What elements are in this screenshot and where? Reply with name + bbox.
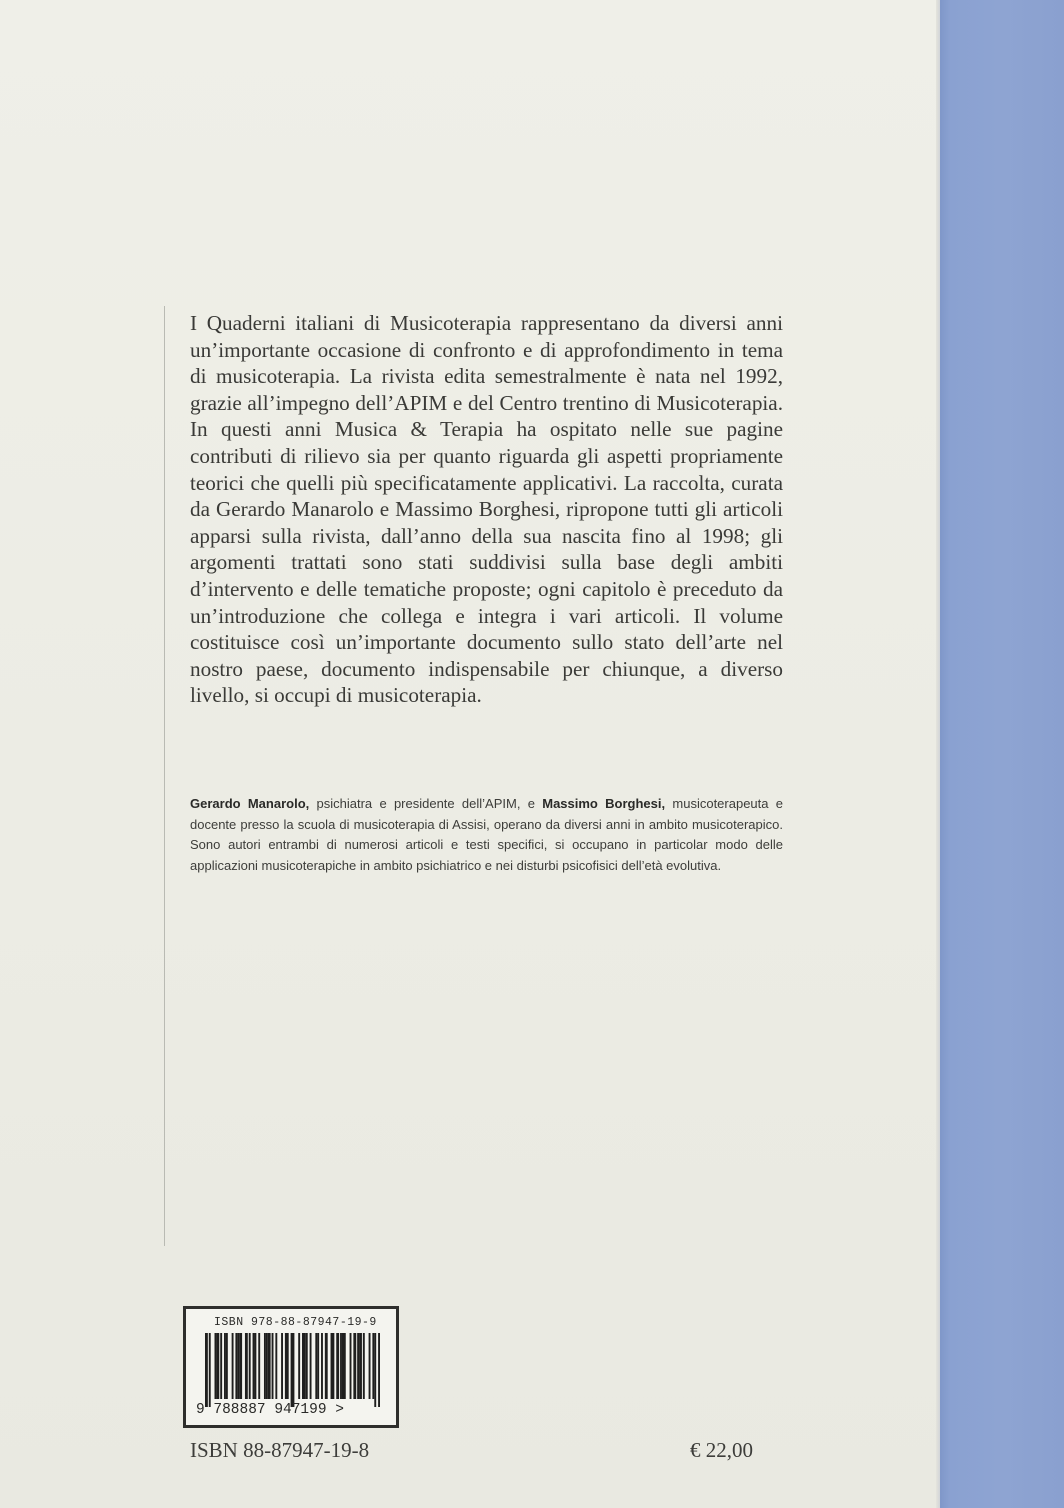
barcode-bar: [304, 1333, 306, 1399]
price: € 22,00: [690, 1438, 753, 1462]
barcode-bar: [220, 1333, 222, 1399]
barcode-bar: [336, 1333, 339, 1399]
barcode-bar: [353, 1333, 356, 1399]
barcode-bar: [350, 1333, 352, 1399]
barcode-bar: [209, 1333, 211, 1407]
barcode-bar: [378, 1333, 380, 1407]
vertical-rule: [164, 306, 165, 1246]
barcode-bar: [239, 1333, 242, 1399]
barcode-bar: [205, 1333, 208, 1407]
barcode-bar: [249, 1333, 251, 1399]
barcode-isbn-label: ISBN 978-88-87947-19-9: [214, 1316, 377, 1329]
barcode-bar: [272, 1333, 274, 1399]
barcode-bar: [372, 1333, 374, 1399]
barcode-bar: [287, 1333, 289, 1399]
barcode-bar: [215, 1333, 217, 1399]
barcode-bar: [293, 1333, 295, 1407]
barcode-bar: [281, 1333, 283, 1399]
barcode-bar: [216, 1333, 219, 1399]
barcode-bar: [317, 1333, 319, 1399]
barcode-bar: [298, 1333, 300, 1399]
barcode-bar: [254, 1333, 256, 1399]
barcode-bar: [325, 1333, 328, 1399]
barcode-bar: [359, 1333, 362, 1399]
barcode-bar: [306, 1333, 308, 1399]
barcode-bar: [363, 1333, 365, 1399]
barcode-bar: [275, 1333, 277, 1399]
bio-text-2: musicoterapeuta e docente presso la scuola di musicoterapia di Assisi, operano da diversi anni in ambito musicoterapico. Sono autori entrambi di numerosi articoli e testi specifici, si occupano in particolar modo delle applicazioni musicoterapiche in ambito psichiatrico e nei disturbi psicofisici dell’età evolutiva.: [190, 796, 784, 873]
barcode-bar: [237, 1333, 239, 1399]
barcode-bar: [245, 1333, 248, 1399]
barcode-bar: [224, 1333, 226, 1399]
author-name-2: Massimo Borghesi,: [542, 796, 666, 811]
barcode-bar: [258, 1333, 260, 1399]
barcode-bar: [357, 1333, 359, 1399]
barcode-bar: [226, 1333, 228, 1399]
authors-bio: [190, 794, 783, 876]
barcode-bar: [253, 1333, 255, 1399]
spine: [940, 0, 1064, 1508]
barcode-bar: [264, 1333, 266, 1399]
barcode-bar: [232, 1333, 234, 1399]
barcode-bar: [266, 1333, 268, 1399]
barcode-digits: 9 788887 947199 >: [196, 1402, 344, 1418]
barcode-bar: [321, 1333, 323, 1399]
bio-text-1: psichiatra e presidente dell’APIM, e: [309, 796, 543, 811]
barcode-bar: [369, 1333, 371, 1399]
author-name-1: Gerardo Manarolo,: [190, 796, 310, 811]
barcode-bar: [374, 1333, 376, 1407]
barcode-bar: [344, 1333, 346, 1399]
barcode-icon: [205, 1333, 380, 1407]
barcode-bar: [235, 1333, 237, 1399]
barcode-bar: [268, 1333, 271, 1399]
isbn-number: ISBN 88-87947-19-8: [190, 1438, 370, 1462]
barcode-bar: [315, 1333, 317, 1399]
book-blurb: I Quaderni italiani di Musicoterapia rappresentano da diversi anni un’importante occasione di confronto e di approfondimento in tema di musicoterapia. La rivista edita semestralmente è nata nel 1992, grazie all’impegno dell’APIM e del Centro trentino di Musicoterapia. In questi anni Musica & Terapia ha ospitato nelle sue pagine contributi di rilievo sia per quanto riguarda gli aspetti propriamente teorici che quelli più specificatamente applicativi. La raccolta, curata da Gerardo Manarolo e Massimo Borghesi, ripropone tutti gli articoli apparsi sulla rivista, dall’anno della sua nascita fino al 1998; gli argomenti trattati sono stati suddivisi sulla base degli ambiti d’intervento e delle tematiche proposte; ogni capitolo è preceduto da un’introduzione che collega e integra i vari articoli. Il volume costituisce così un’importante documento sullo stato dell’arte nel nostro paese, documento indispensabile per chiunque, a diverso livello, si occupi di musicoterapia.: [190, 311, 783, 708]
barcode-bar: [332, 1333, 334, 1399]
barcode-bar: [310, 1333, 312, 1399]
barcode-bar: [340, 1333, 342, 1399]
